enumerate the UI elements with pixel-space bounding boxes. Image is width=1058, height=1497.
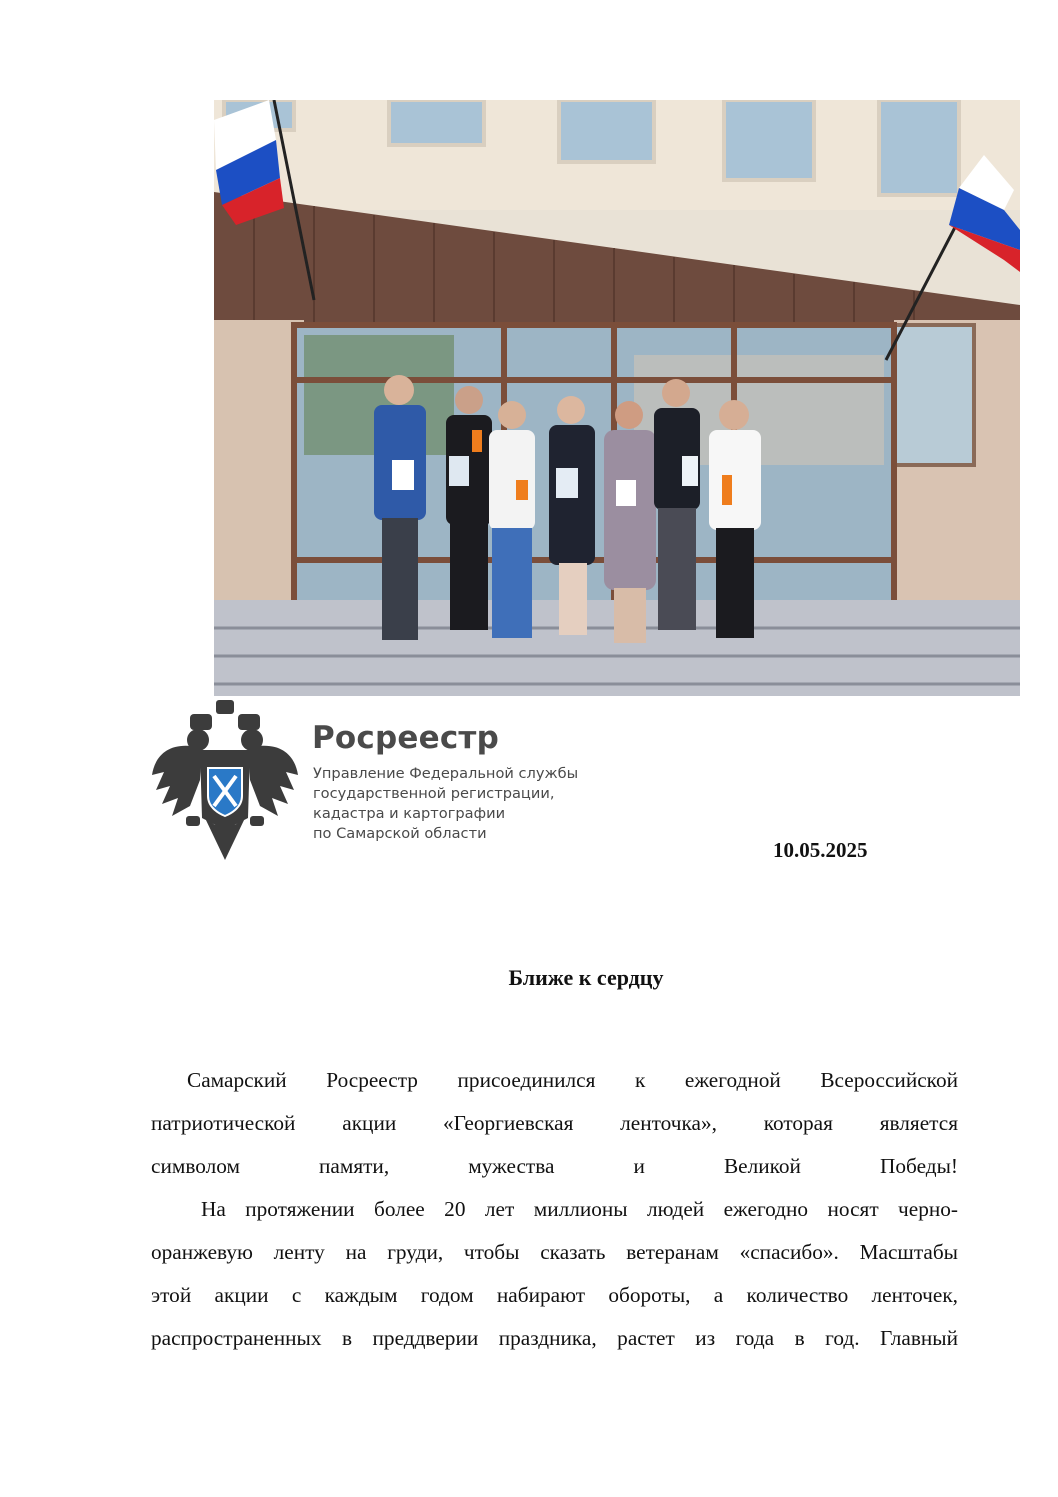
person-3 <box>489 401 535 638</box>
double-headed-eagle-icon <box>150 700 300 860</box>
org-subtitle-line: по Самарской области <box>313 825 487 842</box>
person-7 <box>709 400 761 638</box>
right-window <box>894 325 974 465</box>
article-line: распространенных в преддверии праздника, растет из года в год. Главный <box>151 1326 958 1350</box>
group-photo <box>214 100 1020 696</box>
article-line: патриотической акции «Георгиевская ленточка», которая является <box>151 1111 958 1135</box>
article-line: этой акции с каждым годом набирают обороты, а количество ленточек, <box>151 1283 958 1307</box>
rosreestr-emblem <box>150 700 300 860</box>
org-subtitle <box>313 764 643 844</box>
org-name: Росреестр <box>312 720 499 756</box>
photo-illustration <box>214 100 1020 696</box>
org-subtitle-line: кадастра и картографии <box>313 805 506 822</box>
article-line: символом памяти, мужества и Великой Победы! <box>151 1154 958 1178</box>
org-subtitle-line: государственной регистрации, <box>313 785 555 802</box>
left-wall <box>214 320 304 620</box>
publication-date: 10.05.2025 <box>773 838 868 862</box>
person-6 <box>654 379 700 630</box>
article-body <box>151 1059 958 1360</box>
org-subtitle-line: Управление Федеральной службы <box>313 765 579 782</box>
article-line: Самарский Росреестр присоединился к ежегодной Всероссийской <box>187 1068 958 1092</box>
article-line: На протяжении более 20 лет миллионы людей ежегодно носят черно- <box>201 1197 958 1221</box>
article-line: оранжевую ленту на груди, чтобы сказать ветеранам «спасибо». Масштабы <box>151 1240 958 1264</box>
person-2 <box>446 386 492 630</box>
article-title: Ближе к сердцу <box>508 965 664 990</box>
